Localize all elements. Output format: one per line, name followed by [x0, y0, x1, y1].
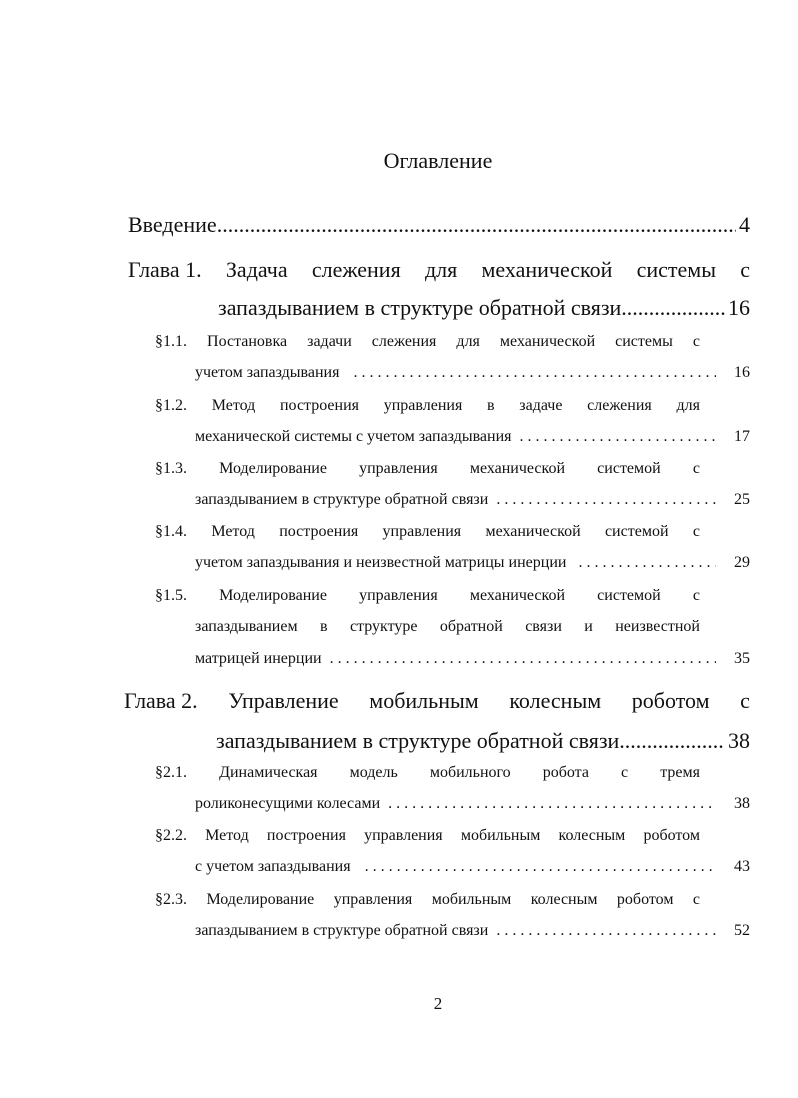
toc-label: запаздыванием в структуре обратной связи [195, 491, 489, 508]
leader-dots [512, 428, 716, 446]
title-word: управления [383, 397, 463, 414]
title-word: Динамическая [219, 764, 318, 781]
title-word: роботом [616, 891, 674, 908]
leader-dots [488, 922, 716, 940]
toc-page: 25 [734, 491, 750, 508]
toc-page: 43 [734, 858, 750, 875]
title-word: робота [542, 764, 589, 781]
title-word: с [740, 257, 750, 282]
title-word: Управление [228, 688, 339, 713]
toc-page: 16 [728, 295, 750, 320]
title-word: в [487, 397, 495, 414]
toc-entry-chapter-1[interactable] [128, 257, 750, 283]
toc-label: матрицей инерции [195, 650, 322, 667]
leader-dots [217, 212, 736, 238]
toc-entry-section-2-2-cont[interactable] [195, 858, 750, 876]
title-word: модель [349, 764, 398, 781]
toc-entry-section-2-3-cont[interactable] [195, 922, 750, 940]
toc-label: запаздыванием в структуре обратной связи [218, 295, 622, 320]
title-word: с [692, 333, 700, 350]
leader-dots [380, 795, 716, 813]
toc-page: 29 [734, 554, 750, 571]
toc-entry-section-1-5-cont[interactable] [195, 650, 750, 668]
toc-entry-section-1-4-cont[interactable] [195, 554, 750, 572]
title-word: Метод [205, 827, 249, 844]
leader-dots [339, 364, 716, 382]
toc-page: 52 [734, 922, 750, 939]
toc-label: Введение [128, 212, 217, 237]
title-word: Постановка [207, 333, 288, 350]
toc-entry-section-1-1[interactable] [155, 333, 700, 351]
title-word: слежения [371, 333, 437, 350]
toc-page: 16 [734, 364, 750, 381]
title-word: запаздыванием [195, 618, 298, 635]
title-word: структуре [349, 618, 418, 635]
title-word: Моделирование [219, 587, 327, 604]
toc-entry-chapter-2[interactable] [124, 688, 750, 714]
title-word: построения [279, 397, 360, 414]
toc-entry-intro[interactable] [128, 212, 750, 238]
section-number: §1.5. [155, 587, 187, 604]
leader-dots [621, 295, 725, 321]
toc-entry-section-1-5[interactable] [155, 587, 700, 605]
toc-entry-section-2-1[interactable] [155, 764, 700, 782]
toc-entry-chapter-1-cont[interactable] [218, 295, 750, 321]
toc-label: учетом запаздывания и неизвестной матрицы инерции [195, 554, 567, 571]
section-number: §1.2. [155, 397, 187, 414]
title-word: управления [364, 827, 443, 844]
title-word: Метод [211, 523, 255, 540]
title-word: с [692, 891, 700, 908]
toc-entry-section-1-1-cont[interactable] [195, 364, 750, 382]
toc-page: 38 [728, 728, 750, 753]
title-word: управления [382, 523, 462, 540]
toc-entry-section-2-3[interactable] [155, 891, 700, 909]
title-word: мобильного [429, 764, 511, 781]
leader-dots [619, 728, 725, 754]
title-word: Метод [211, 397, 256, 414]
title-word: Моделирование [206, 891, 315, 908]
title-word: системой [597, 587, 661, 604]
section-number: §2.3. [155, 891, 187, 908]
title-word: системой [604, 523, 669, 540]
toc-entry-section-1-3-cont[interactable] [195, 491, 750, 509]
toc-label: роликонесущими колесами [195, 795, 381, 812]
title-word: Задача [225, 257, 288, 282]
section-number: §1.1. [155, 333, 187, 350]
title-word: слежения [587, 397, 652, 414]
title-word: неизвестной [615, 618, 700, 635]
title-word: задаче [519, 397, 563, 414]
title-word: построения [279, 523, 359, 540]
leader-dots [322, 650, 716, 668]
title-word: Моделирование [219, 460, 327, 477]
chapter-label: Глава 2. [124, 688, 198, 713]
title-word: с [621, 764, 629, 781]
title-word: механической [499, 333, 596, 350]
toc-label: запаздыванием в структуре обратной связи [216, 728, 620, 753]
title-word: системы [615, 333, 673, 350]
section-number: §1.3. [155, 460, 187, 477]
leader-dots [351, 858, 716, 876]
toc-entry-section-1-4[interactable] [155, 523, 700, 541]
title-word: слежения [311, 257, 401, 282]
title-word: механической [481, 257, 613, 282]
title-word: мобильным [431, 891, 512, 908]
leader-dots [566, 554, 716, 572]
toc-label: запаздыванием в структуре обратной связи [195, 922, 489, 939]
title-word: системой [597, 460, 661, 477]
section-number: §1.4. [155, 523, 187, 540]
title-word: с [692, 587, 700, 604]
title-word: для [456, 333, 480, 350]
toc-heading: Оглавление [383, 148, 493, 173]
title-word: роботом [643, 827, 700, 844]
title-word: связи [525, 618, 562, 635]
title-word: управления [333, 891, 413, 908]
title-word: в [319, 618, 328, 635]
title-word: с [740, 688, 750, 713]
toc-page: 35 [734, 650, 750, 667]
title-word: мобильным [460, 827, 541, 844]
title-word: колесным [509, 688, 602, 713]
chapter-label: Глава 1. [128, 257, 202, 282]
toc-page: 38 [734, 795, 750, 812]
toc-page: 4 [739, 212, 750, 237]
title-word: для [676, 397, 700, 414]
title-word: и [584, 618, 593, 635]
section-number: §2.1. [155, 764, 187, 781]
toc-page: 17 [734, 428, 750, 445]
toc-entry-section-1-2[interactable] [155, 397, 700, 415]
leader-dots [488, 491, 716, 509]
toc-entry-section-1-2-cont[interactable] [195, 428, 750, 446]
title-word: системы [636, 257, 716, 282]
title-word: построения [266, 827, 346, 844]
toc-entry-section-2-2[interactable] [155, 827, 700, 845]
title-word: задачи [307, 333, 352, 350]
title-word: механической [469, 460, 566, 477]
title-word: обратной [439, 618, 503, 635]
toc-entry-section-1-3[interactable] [155, 460, 700, 478]
title-word: колесным [530, 891, 598, 908]
title-word: управления [359, 587, 438, 604]
section-number: §2.2. [155, 827, 187, 844]
toc-entry-section-2-1-cont[interactable] [195, 795, 750, 813]
title-word: управления [359, 460, 438, 477]
toc-label: с учетом запаздывания [195, 858, 351, 875]
title-word: с [692, 460, 700, 477]
title-word: механической [485, 523, 581, 540]
title-word: для [424, 257, 458, 282]
toc-entry-section-1-5-line-2[interactable] [195, 618, 700, 636]
title-word: мобильным [369, 688, 479, 713]
toc-label: учетом запаздывания [195, 364, 340, 381]
title-word: с [692, 523, 700, 540]
title-word: механической [469, 587, 566, 604]
title-word: колесным [558, 827, 626, 844]
title-word: тремя [660, 764, 700, 781]
toc-label: механической системы с учетом запаздывания [195, 428, 512, 445]
page-number: 2 [433, 994, 443, 1013]
title-word: роботом [631, 688, 710, 713]
toc-entry-chapter-2-cont[interactable] [216, 728, 750, 754]
